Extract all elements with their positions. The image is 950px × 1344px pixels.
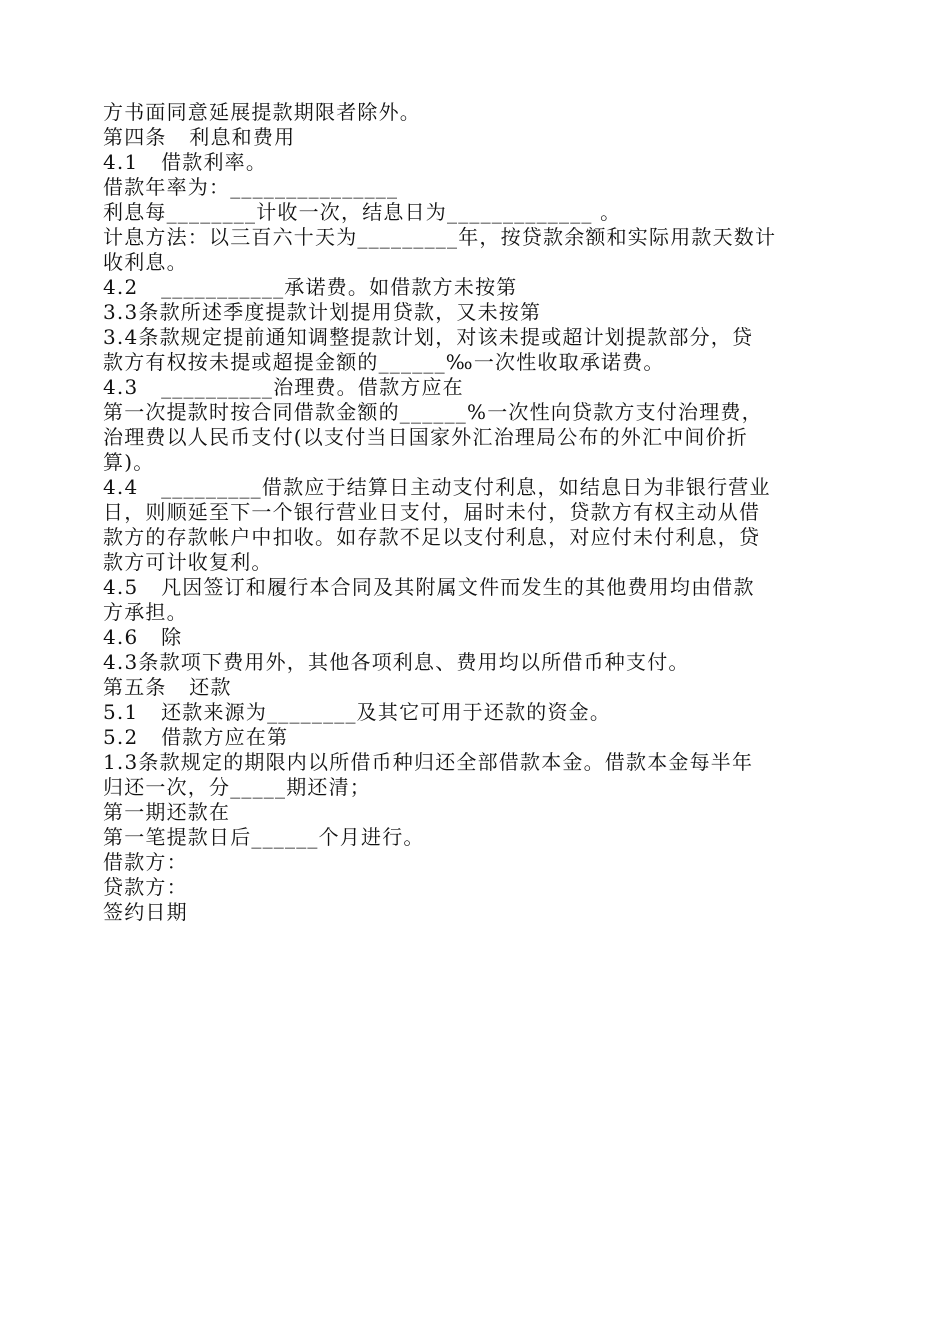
clause-heading: 5.2 借款方应在第 bbox=[103, 725, 289, 749]
signing-date-label: 签约日期 bbox=[103, 900, 188, 924]
text-line: 收利息。 bbox=[103, 250, 188, 274]
text-line: 利息每________计收一次，结息日为_____________ 。 bbox=[103, 200, 622, 224]
clause-heading: 4.1 借款利率。 bbox=[103, 150, 268, 174]
clause-heading: 5.1 还款来源为________及其它可用于还款的资金。 bbox=[103, 700, 612, 724]
text-line: 日，则顺延至下一个银行营业日支付，届时未付，贷款方有权主动从借 bbox=[103, 500, 761, 524]
text-line: 第一次提款时按合同借款金额的______%一次性向贷款方支付治理费， bbox=[103, 400, 763, 424]
text-line: 款方有权按未提或超提金额的______‰一次性收取承诺费。 bbox=[103, 350, 665, 374]
text-line: 1.3条款规定的期限内以所借币种归还全部借款本金。借款本金每半年 bbox=[103, 750, 754, 774]
clause-heading: 4.3 __________治理费。借款方应在 bbox=[103, 375, 464, 399]
text-line: 3.4条款规定提前通知调整提款计划，对该未提或超计划提款部分，贷 bbox=[103, 325, 754, 349]
signature-lender-label: 贷款方： bbox=[103, 875, 188, 899]
text-line: 借款年率为：_______________ bbox=[103, 175, 399, 199]
section-heading: 第四条 利息和费用 bbox=[103, 125, 296, 149]
text-line: 算)。 bbox=[103, 450, 155, 474]
text-line: 计息方法：以三百六十天为_________年，按贷款余额和实际用款天数计 bbox=[103, 225, 777, 249]
text-line: 治理费以人民币支付(以支付当日国家外汇治理局公布的外汇中间价折 bbox=[103, 425, 749, 449]
text-line: 3.3条款所述季度提款计划提用贷款，又未按第 bbox=[103, 300, 542, 324]
text-line: 第一期还款在 bbox=[103, 800, 231, 824]
clause-heading: 4.5 凡因签订和履行本合同及其附属文件而发生的其他费用均由借款 bbox=[103, 575, 755, 599]
text-line: 方书面同意延展提款期限者除外。 bbox=[103, 100, 421, 124]
text-line: 款方可计收复利。 bbox=[103, 550, 273, 574]
text-line: 第一笔提款日后______个月进行。 bbox=[103, 825, 425, 849]
document-body bbox=[103, 100, 853, 925]
text-line: 4.3条款项下费用外，其他各项利息、费用均以所借币种支付。 bbox=[103, 650, 690, 674]
text-line: 款方的存款帐户中扣收。如存款不足以支付利息，对应付未付利息，贷 bbox=[103, 525, 761, 549]
signature-borrower-label: 借款方： bbox=[103, 850, 188, 874]
clause-heading: 4.2 ___________承诺费。如借款方未按第 bbox=[103, 275, 518, 299]
text-line: 归还一次，分_____期还清； bbox=[103, 775, 371, 799]
section-heading: 第五条 还款 bbox=[103, 675, 232, 699]
clause-heading: 4.6 除 bbox=[103, 625, 183, 649]
clause-heading: 4.4 _________借款应于结算日主动支付利息，如结息日为非银行营业 bbox=[103, 475, 771, 499]
text-line: 方承担。 bbox=[103, 600, 188, 624]
